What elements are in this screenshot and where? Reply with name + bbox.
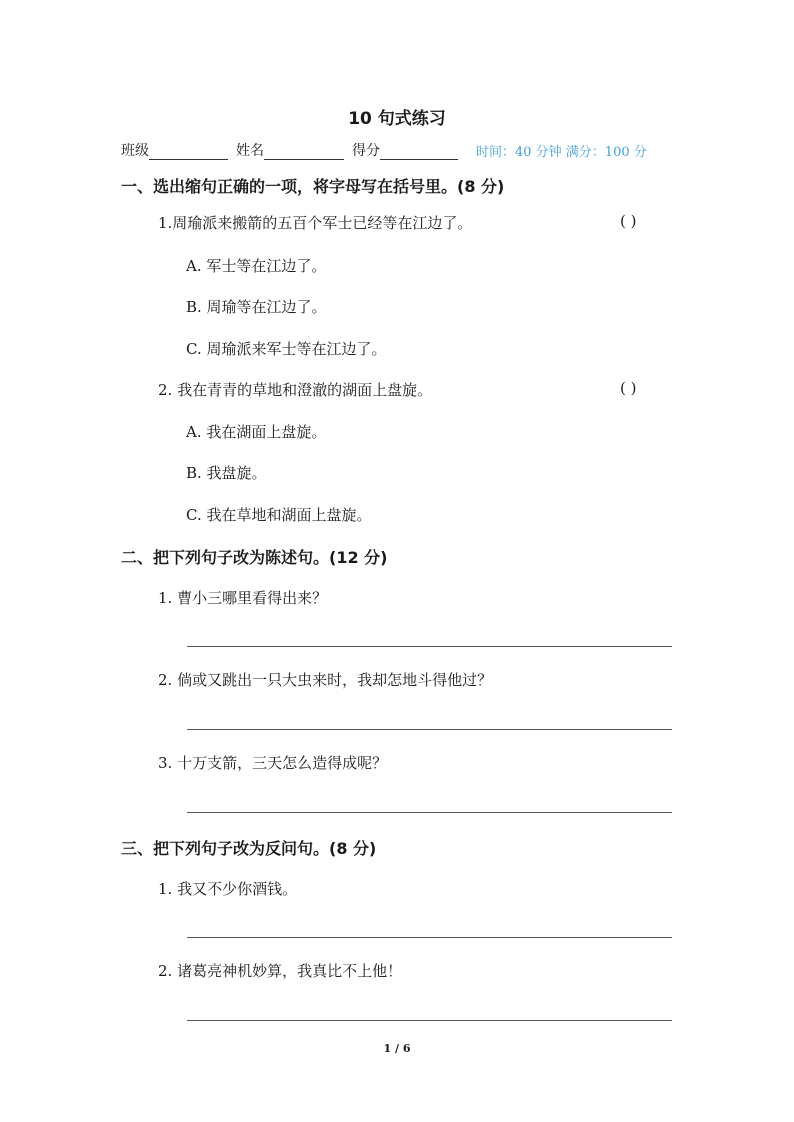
- option-1-2-a: A. 我在湖面上盘旋。: [186, 423, 327, 441]
- section-2-heading: 二、把下列句子改为陈述句。(12 分): [121, 548, 388, 567]
- option-1-2-c: C. 我在草地和湖面上盘旋。: [186, 506, 372, 524]
- question-1-2: 2. 我在青青的草地和澄澈的湖面上盘旋。: [158, 381, 433, 399]
- question-3-2: 2. 诸葛亮神机妙算，我真比不上他！: [158, 962, 403, 980]
- answer-line-3-1[interactable]: [187, 937, 672, 938]
- option-1-2-b: B. 我盘旋。: [186, 464, 267, 482]
- answer-line-2-2[interactable]: [187, 729, 672, 730]
- class-blank[interactable]: [149, 143, 228, 160]
- answer-line-3-2[interactable]: [187, 1020, 672, 1021]
- section-1-heading: 一、选出缩句正确的一项，将字母写在括号里。(8 分): [121, 177, 505, 196]
- answer-bracket-1-1[interactable]: ( ): [620, 212, 637, 230]
- answer-bracket-1-2[interactable]: ( ): [620, 379, 637, 397]
- question-1-1: 1.周瑜派来搬箭的五百个军士已经等在江边了。: [158, 214, 473, 232]
- section-3-heading: 三、把下列句子改为反问句。(8 分): [121, 839, 377, 858]
- question-2-1: 1. 曹小三哪里看得出来？: [158, 589, 328, 607]
- class-label: 班级: [121, 143, 149, 159]
- question-2-2: 2. 倘或又跳出一只大虫来时，我却怎地斗得他过？: [158, 671, 493, 689]
- question-2-3: 3. 十万支箭，三天怎么造得成呢？: [158, 754, 388, 772]
- page-number: 1 / 6: [383, 1042, 411, 1055]
- student-info-row: [121, 140, 647, 160]
- answer-line-2-1[interactable]: [187, 646, 672, 647]
- question-3-1: 1. 我又不少你酒钱。: [158, 880, 298, 898]
- page-title: 10 句式练习: [348, 109, 446, 129]
- option-1-1-c: C. 周瑜派来军士等在江边了。: [186, 340, 387, 358]
- answer-line-2-3[interactable]: [187, 812, 672, 813]
- name-label: 姓名: [236, 143, 264, 159]
- option-1-1-a: A. 军士等在江边了。: [186, 257, 327, 275]
- score-label: 得分: [352, 143, 380, 159]
- option-1-1-b: B. 周瑜等在江边了。: [186, 298, 327, 316]
- time-score-info: 时间：40 分钟 满分：100 分: [476, 145, 647, 160]
- score-blank[interactable]: [380, 143, 458, 160]
- name-blank[interactable]: [264, 143, 344, 160]
